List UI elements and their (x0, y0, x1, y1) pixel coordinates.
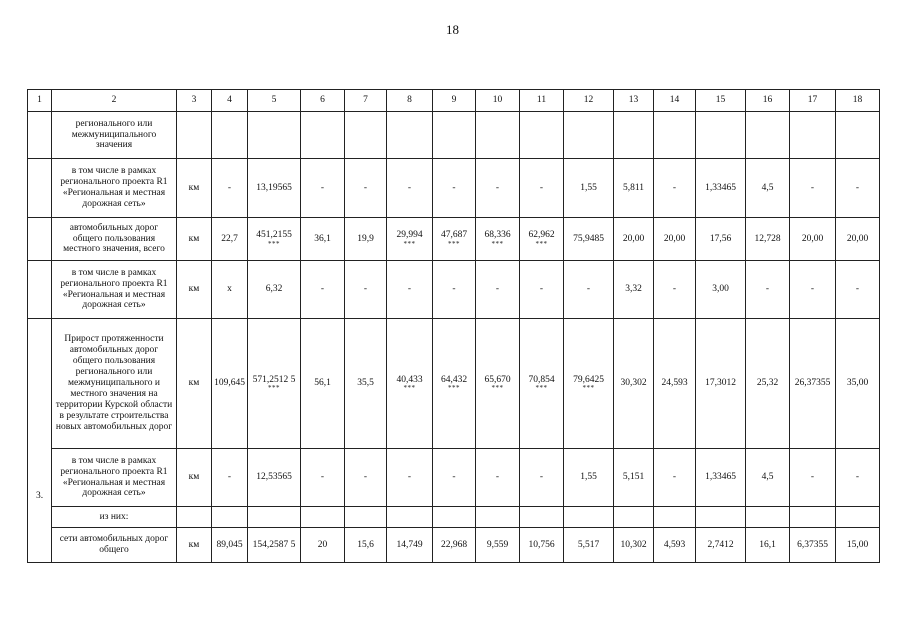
value-text: - (407, 472, 412, 483)
value-cell (301, 112, 345, 159)
value-text: 20,00 (801, 233, 824, 244)
table-row (28, 159, 880, 218)
value-cell (212, 528, 248, 563)
value-cell (836, 319, 880, 449)
value-text: 79,6425 (573, 374, 604, 385)
value-text: 17,56 (709, 233, 732, 244)
value-cell (301, 261, 345, 319)
value-text: - (539, 284, 544, 295)
value-cell (696, 112, 746, 159)
header-col-17: 17 (790, 90, 836, 112)
value-cell (746, 449, 790, 507)
value-cell (654, 261, 696, 319)
value-text: 3,00 (712, 284, 729, 295)
value-cell (836, 507, 880, 528)
value-cell (248, 319, 301, 449)
data-table (27, 89, 880, 563)
value-text: 75,9485 (573, 233, 604, 244)
value-text: 12,53565 (256, 472, 292, 483)
header-col-6: 6 (301, 90, 345, 112)
value-cell (433, 319, 476, 449)
value-text: 24,593 (661, 378, 688, 389)
value-cell (654, 507, 696, 528)
value-cell (212, 218, 248, 261)
value-cell (301, 449, 345, 507)
value-cell (836, 218, 880, 261)
unit-cell: км (177, 449, 212, 507)
value-text: 20,00 (846, 233, 869, 244)
value-text: - (855, 284, 860, 295)
indicator-description: в том числе в рамках регионального проекта R1 «Региональная и местная дорожная сеть» (52, 159, 177, 218)
value-text: 14,749 (396, 539, 423, 550)
value-cell (387, 507, 433, 528)
value-text: 571,2512 5 (252, 374, 296, 385)
value-cell (520, 112, 564, 159)
value-cell (212, 112, 248, 159)
value-text: - (495, 182, 500, 193)
value-cell (564, 218, 614, 261)
value-cell (790, 159, 836, 218)
value-cell (746, 261, 790, 319)
value-text: 15,6 (357, 539, 374, 550)
header-col-3: 3 (177, 90, 212, 112)
value-text: 6,37355 (797, 539, 828, 550)
value-text: - (407, 284, 412, 295)
value-cell (696, 261, 746, 319)
unit-cell: км (177, 319, 212, 449)
value-cell (614, 319, 654, 449)
value-cell (746, 159, 790, 218)
value-text: - (539, 472, 544, 483)
value-cell (520, 449, 564, 507)
value-text: - (810, 284, 815, 295)
value-cell (433, 449, 476, 507)
value-cell (433, 112, 476, 159)
value-cell (696, 449, 746, 507)
value-cell (696, 528, 746, 563)
value-text: - (672, 472, 677, 483)
value-text: 20,00 (622, 233, 645, 244)
header-col-11: 11 (520, 90, 564, 112)
value-cell (790, 528, 836, 563)
value-cell (301, 319, 345, 449)
value-cell (564, 528, 614, 563)
value-text: - (810, 472, 815, 483)
row-number-cell: 3. (28, 319, 52, 563)
value-text: - (672, 284, 677, 295)
value-cell (790, 112, 836, 159)
value-text: 154,2587 5 (252, 539, 296, 550)
value-cell (345, 528, 387, 563)
unit-cell: км (177, 218, 212, 261)
row-number-cell (28, 159, 52, 218)
value-cell (433, 528, 476, 563)
value-cell (345, 507, 387, 528)
footnote-mark: *** (448, 239, 460, 248)
value-text: 1,55 (580, 182, 597, 193)
value-cell (790, 218, 836, 261)
row-number-cell (28, 112, 52, 159)
value-cell (654, 449, 696, 507)
value-cell (564, 261, 614, 319)
value-cell (433, 159, 476, 218)
value-text: 35,00 (846, 378, 869, 389)
value-text: - (672, 182, 677, 193)
value-text: 5,517 (577, 539, 600, 550)
value-cell (345, 449, 387, 507)
header-col-4: 4 (212, 90, 248, 112)
value-text: - (765, 284, 770, 295)
unit-cell: км (177, 159, 212, 218)
value-cell (476, 319, 520, 449)
header-col-18: 18 (836, 90, 880, 112)
value-cell (387, 528, 433, 563)
value-cell (696, 507, 746, 528)
value-text: - (363, 472, 368, 483)
value-cell (387, 319, 433, 449)
value-text: 35,5 (357, 378, 374, 389)
header-col-13: 13 (614, 90, 654, 112)
value-text: 6,32 (265, 284, 283, 295)
value-text: - (452, 182, 456, 193)
value-cell (614, 528, 654, 563)
value-text: 20,00 (663, 233, 686, 244)
value-cell (476, 159, 520, 218)
value-cell (301, 507, 345, 528)
value-cell (836, 528, 880, 563)
value-text: 68,336 (484, 230, 511, 241)
value-text: 5,151 (622, 472, 645, 483)
value-cell (746, 528, 790, 563)
value-cell (476, 112, 520, 159)
footnote-mark: *** (403, 384, 416, 393)
header-col-15: 15 (696, 90, 746, 112)
value-text: - (539, 182, 544, 193)
value-cell (248, 261, 301, 319)
value-text: 1,33465 (705, 472, 736, 483)
indicator-description: в том числе в рамках регионального проекта R1 «Региональная и местная дорожная сеть» (52, 449, 177, 507)
value-cell (301, 528, 345, 563)
value-cell (345, 112, 387, 159)
header-col-5: 5 (248, 90, 301, 112)
value-text: - (407, 182, 412, 193)
value-cell (212, 261, 248, 319)
value-text: 4,593 (663, 539, 686, 550)
value-cell (520, 507, 564, 528)
value-cell (520, 528, 564, 563)
value-text: - (320, 472, 325, 483)
page-number: 18 (446, 22, 459, 37)
value-text: 4,5 (761, 182, 774, 193)
value-text: 65,670 (484, 374, 511, 385)
value-text: 30,302 (620, 378, 647, 389)
value-cell (520, 319, 564, 449)
value-text: - (810, 182, 815, 193)
value-text: - (452, 284, 456, 295)
value-text: - (855, 472, 860, 483)
value-cell (345, 319, 387, 449)
value-cell (614, 218, 654, 261)
value-cell (696, 319, 746, 449)
table-row (28, 507, 880, 528)
unit-cell (177, 507, 212, 528)
header-row (28, 90, 880, 112)
value-text: 22,968 (440, 539, 468, 550)
value-text: 10,302 (620, 539, 647, 550)
value-cell (696, 218, 746, 261)
header-col-10: 10 (476, 90, 520, 112)
value-cell (790, 319, 836, 449)
value-text: 17,3012 (705, 378, 736, 389)
value-cell (301, 218, 345, 261)
value-cell (836, 112, 880, 159)
value-text: 1,55 (580, 472, 597, 483)
value-cell (248, 159, 301, 218)
indicator-description: из них: (52, 507, 177, 528)
value-cell (654, 159, 696, 218)
value-cell (614, 112, 654, 159)
value-text: 109,645 (214, 378, 245, 389)
value-cell (654, 218, 696, 261)
value-cell (746, 319, 790, 449)
table-row (28, 528, 880, 563)
value-text: 2,7412 (707, 539, 734, 550)
value-cell (433, 507, 476, 528)
value-cell (476, 218, 520, 261)
table-row (28, 319, 880, 449)
header-col-9: 9 (433, 90, 476, 112)
value-cell (387, 218, 433, 261)
value-text: х (227, 284, 232, 295)
footnote-mark: *** (582, 384, 595, 393)
value-cell (345, 159, 387, 218)
value-text: 1,33465 (705, 182, 736, 193)
value-cell (654, 528, 696, 563)
indicator-description: в том числе в рамках регионального проекта R1 «Региональная и местная дорожная сеть» (52, 261, 177, 319)
value-text: 10,756 (528, 539, 555, 550)
value-cell (248, 449, 301, 507)
value-cell (696, 159, 746, 218)
value-text: 64,432 (440, 374, 468, 385)
value-cell (564, 507, 614, 528)
value-text: 451,2155 (256, 230, 292, 241)
row-number-cell (28, 218, 52, 261)
indicator-description: Прирост протяженности автомобильных дорог общего пользования регионального или межмуниципального и местного значения на территории Курской области в результате строительства новых автомобильных дорог (52, 319, 177, 449)
footnote-mark: *** (403, 239, 416, 248)
footnote-mark: *** (535, 384, 548, 393)
footnote-mark: *** (491, 384, 504, 393)
footnote-mark: *** (268, 239, 280, 248)
value-cell (564, 319, 614, 449)
value-cell (520, 218, 564, 261)
unit-cell: км (177, 261, 212, 319)
value-cell (564, 449, 614, 507)
unit-cell (177, 112, 212, 159)
value-text: - (227, 182, 232, 193)
value-cell (564, 112, 614, 159)
value-cell (790, 507, 836, 528)
value-text: - (320, 284, 325, 295)
footnote-mark: *** (448, 384, 460, 393)
table-row (28, 112, 880, 159)
value-text: - (320, 182, 325, 193)
value-text: 9,559 (486, 539, 509, 550)
value-text: - (855, 182, 860, 193)
value-cell (790, 261, 836, 319)
header-col-14: 14 (654, 90, 696, 112)
value-text: 26,37355 (794, 378, 831, 389)
value-cell (476, 507, 520, 528)
value-cell (212, 449, 248, 507)
value-text: - (227, 472, 232, 483)
table-row (28, 449, 880, 507)
value-text: - (586, 284, 591, 295)
value-cell (614, 261, 654, 319)
value-text: - (363, 284, 368, 295)
footnote-mark: *** (268, 384, 280, 393)
value-text: 29,994 (396, 230, 423, 241)
value-text: 25,32 (756, 378, 779, 389)
value-text: 62,962 (528, 230, 555, 241)
value-cell (564, 159, 614, 218)
value-cell (433, 261, 476, 319)
value-text: 22,7 (221, 233, 238, 244)
value-text: - (363, 182, 368, 193)
value-cell (836, 261, 880, 319)
value-text: 40,433 (396, 374, 423, 385)
header-col-12: 12 (564, 90, 614, 112)
value-text: 56,1 (314, 378, 331, 389)
value-cell (614, 507, 654, 528)
table-row (28, 218, 880, 261)
value-cell (746, 218, 790, 261)
value-cell (614, 449, 654, 507)
value-cell (654, 319, 696, 449)
value-text: 89,045 (216, 539, 243, 550)
header-col-7: 7 (345, 90, 387, 112)
value-cell (345, 261, 387, 319)
header-col-16: 16 (746, 90, 790, 112)
value-cell (248, 218, 301, 261)
value-text: 70,854 (528, 374, 555, 385)
header-col-2: 2 (52, 90, 177, 112)
value-cell (387, 159, 433, 218)
indicator-description: автомобильных дорог общего пользования местного значения, всего (52, 218, 177, 261)
value-cell (212, 159, 248, 218)
value-text: - (495, 472, 500, 483)
value-cell (836, 159, 880, 218)
header-col-1: 1 (28, 90, 52, 112)
value-text: 47,687 (440, 230, 468, 241)
indicator-description: регионального или межмуниципального значения (52, 112, 177, 159)
unit-cell: км (177, 528, 212, 563)
value-cell (387, 112, 433, 159)
value-cell (476, 449, 520, 507)
value-cell (248, 112, 301, 159)
value-text: 4,5 (761, 472, 774, 483)
value-text: 13,19565 (256, 182, 292, 193)
value-cell (746, 507, 790, 528)
value-text: 16,1 (759, 539, 776, 550)
value-cell (520, 261, 564, 319)
value-cell (790, 449, 836, 507)
footnote-mark: *** (491, 239, 504, 248)
value-cell (476, 528, 520, 563)
value-text: 15,00 (846, 539, 869, 550)
header-col-8: 8 (387, 90, 433, 112)
value-cell (248, 507, 301, 528)
value-cell (654, 112, 696, 159)
value-cell (614, 159, 654, 218)
value-cell (476, 261, 520, 319)
value-cell (248, 528, 301, 563)
footnote-mark: *** (535, 239, 548, 248)
value-cell (301, 159, 345, 218)
value-cell (345, 218, 387, 261)
value-cell (520, 159, 564, 218)
value-text: 12,728 (754, 233, 781, 244)
indicator-description: сети автомобильных дорог общего (52, 528, 177, 563)
value-text: 19,9 (357, 233, 374, 244)
value-text: 5,811 (622, 182, 645, 193)
value-text: - (452, 472, 456, 483)
value-text: 3,32 (625, 284, 642, 295)
value-cell (212, 319, 248, 449)
value-cell (387, 261, 433, 319)
value-text: 36,1 (314, 233, 331, 244)
value-cell (746, 112, 790, 159)
row-number-cell (28, 261, 52, 319)
value-text: - (495, 284, 500, 295)
value-text: 20 (317, 539, 328, 550)
value-cell (433, 218, 476, 261)
value-cell (836, 449, 880, 507)
value-cell (212, 507, 248, 528)
table-row (28, 261, 880, 319)
value-cell (387, 449, 433, 507)
